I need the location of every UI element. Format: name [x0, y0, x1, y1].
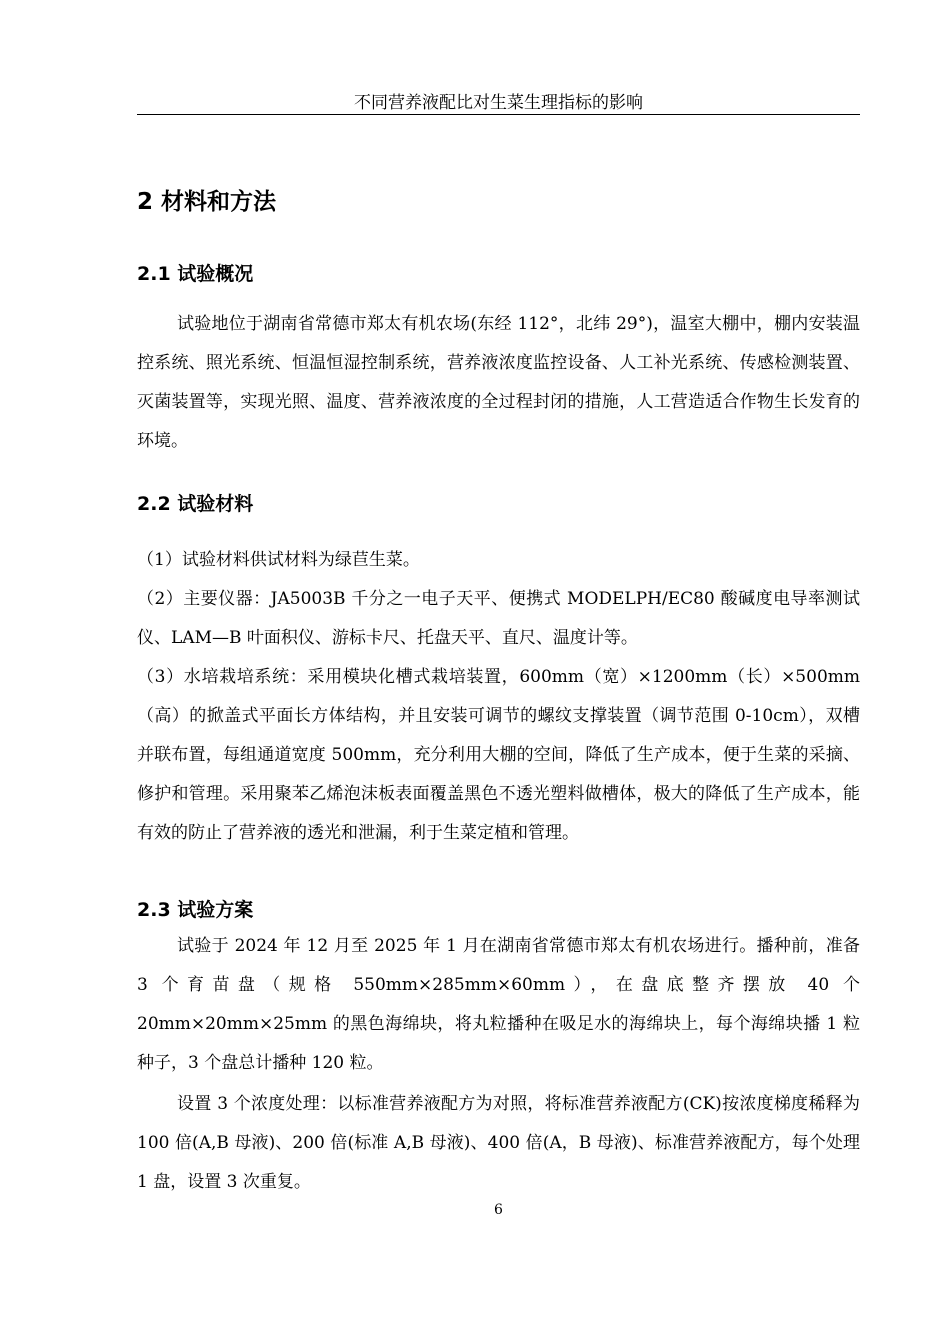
list-item-material-3: （3）水培栽培系统：采用模块化槽式栽培装置，600mm（宽）×1200mm（长）×500mm（高）的掀盖式平面长方体结构，并且安装可调节的螺纹支撑装置（调节范围 0-10cm），双槽并联布置，每组通道宽度 500mm，充分利用大棚的空间，降低了生产成本，便于生菜的采摘、修护和管理。采用聚苯乙烯泡沫板表面覆盖黑色不透光塑料做槽体，极大的降低了生产成本，能有效的防止了营养液的透光和泄漏，利于生菜定植和管理。 — [137, 667, 860, 843]
header-rule — [137, 114, 860, 115]
list-item-material-1: （1）试验材料供试材料为绿苣生菜。 — [137, 550, 420, 570]
subsection-title-2-3: 2.3 试验方案 — [137, 899, 254, 921]
paragraph-2-3-a: 试验于 2024 年 12 月至 2025 年 1 月在湖南省常德市郑太有机农场进行。播种前，准备 3 个育苗盘（规格 550mm×285mm×60mm），在盘底整齐摆放 40 个 20mm×20mm×25mm 的黑色海绵块，将丸粒播种在吸足水的海绵块上，每个海绵块播 1 粒种子，3 个盘总计播种 120 粒。 — [137, 936, 860, 1073]
paragraph-2-1: 试验地位于湖南省常德市郑太有机农场(东经 112°，北纬 29°)，温室大棚中，棚内安装温控系统、照光系统、恒温恒湿控制系统，营养液浓度监控设备、人工补光系统、传感检测装置、灭菌装置等，实现光照、温度、营养液浓度的全过程封闭的措施，人工营造适合作物生长发育的环境。 — [137, 314, 860, 451]
page-number: 6 — [494, 1202, 503, 1218]
paragraph-2-3-b: 设置 3 个浓度处理：以标准营养液配方为对照，将标准营养液配方(CK)按浓度梯度稀释为 100 倍(A,B 母液)、200 倍(标准 A,B 母液)、400 倍(A，B 母液)、标准营养液配方，每个处理 1 盘，设置 3 次重复。 — [137, 1094, 860, 1192]
running-header: 不同营养液配比对生菜生理指标的影响 — [354, 93, 643, 113]
subsection-title-2-1: 2.1 试验概况 — [137, 263, 254, 285]
subsection-title-2-2: 2.2 试验材料 — [137, 493, 254, 515]
section-title: 2 材料和方法 — [137, 189, 277, 215]
list-item-material-2: （2）主要仪器：JA5003B 千分之一电子天平、便携式 MODELPH/EC80 酸碱度电导率测试仪、LAM—B 叶面积仪、游标卡尺、托盘天平、直尺、温度计等。 — [137, 589, 860, 648]
